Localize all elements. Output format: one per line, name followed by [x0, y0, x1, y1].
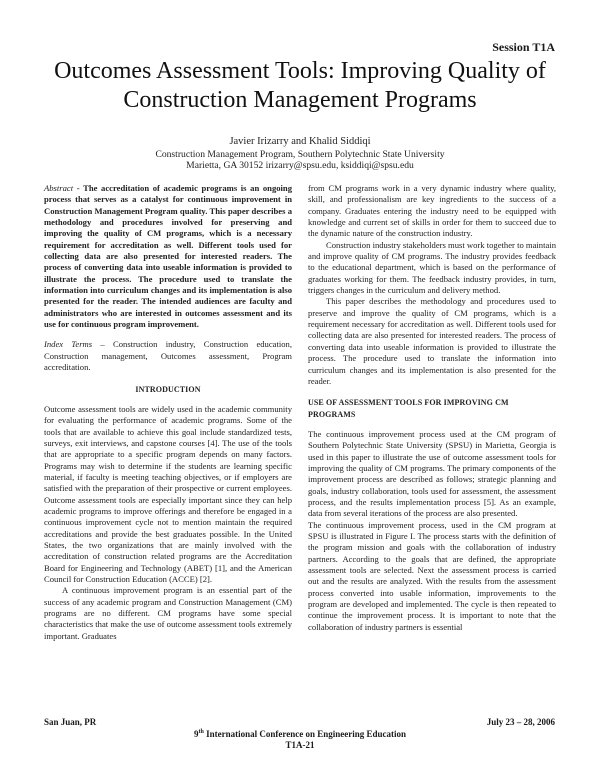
section-heading-use-of-tools: USE OF ASSESSMENT TOOLS FOR IMPROVING CM PROGRAMS: [308, 398, 509, 419]
page-id: T1A-21: [285, 740, 315, 750]
index-terms-text: – Construction industry, Construction education, Construction management, Outcomes assessment, Program accreditation.: [44, 339, 293, 373]
section-heading-introduction: INTRODUCTION: [135, 384, 201, 394]
right-column: [308, 183, 556, 633]
paper-title: [0, 57, 600, 115]
conference-title: International Conference on Engineering Education: [203, 729, 406, 739]
conference-name: [0, 727, 600, 740]
tools-paragraph-1: The continuous improvement process used at the CM program of Southern Polytechnic State University (SPSU) in Marietta, Georgia is used in this paper to illustrate the use of outcome assessment tools for improving the quality of CM programs. The primary components of the improvement process are described as follows; strategic planning and goals, industry collaboration, tools used for assessment, the assessment process, and the results implementation process [5]. As an example, data from several iterations of the process are also presented.: [308, 428, 556, 519]
index-terms-label: Index Terms: [44, 339, 93, 350]
conference-ordinal: 9: [194, 729, 199, 739]
author-affiliation: Construction Management Program, Southern Polytechnic State University: [155, 148, 445, 160]
intro-paragraph-1: Outcome assessment tools are widely used in the academic community for evaluating the performance of academic programs. Some of the tools that are available to achieve this goal include standardized tests, surveys, exit interviews, and capstone courses [4]. The use of the tools that are appropriate to a specific program depends on many factors. Programs may wish to determine if the students are learning specific material, if faculty is meeting teaching objectives, or if employers are satisfied with the preparation of their prospective or current employees. Outcome assessment tools are especially important since they can help academic programs to improve offerings and therefore be engaged in a continuous improvement cycle not to mention maintain the required accreditations and provide the best graduates possible. In the United States, the two organizations that are mainly involved with the accreditation of construction related programs are the Accreditation Board for Engineering and Technology (ABET) [1], and the American Council for Construction Education (ACCE) [2].: [44, 403, 292, 584]
author-address: Marietta, GA 30152 irizarry@spsu.edu, ksiddiqi@spsu.edu: [186, 160, 414, 171]
index-terms: [44, 339, 292, 373]
footer-dates: July 23 – 28, 2006: [486, 717, 555, 727]
abstract: [44, 183, 292, 330]
author-names: Javier Irizarry and Khalid Siddiqi: [229, 136, 371, 147]
abstract-text: - The accreditation of academic programs is an ongoing process that serves as a catalyst for continuous improvement in Construction Management Program quality. This paper describes a methodology and procedures involved for preserving and improving the quality of CM programs, which is a necessary requirement for accreditation as well. Different tools used for collecting data are also presented for interested readers. The process of converting data into useable information is provided to illustrate the process. The procedure used to translate the information into curriculum changes and its implementation is also presented for the reader. The intended audiences are faculty and administrators who are interested in outcomes assessment and its use for continuous program improvement.: [44, 183, 292, 330]
tools-paragraph-2: The continuous improvement process, used in the CM program at SPSU is illustrated in Figure I. The process starts with the definition of the program mission and goals with the collaboration of industry partners. According to the goals that are defined, the appropriate assessment tools are selected. Next the assessment process is carried out and the results are analyzed. With the results from the assessment process converted into usable information, improvements to the program are developed and implemented. The cycle is then repeated to continue the improvement process. It is important to note that the collaboration of industry partners is essential: [308, 519, 556, 632]
abstract-label: Abstract: [44, 183, 74, 193]
intro-paragraph-2: A continuous improvement program is an essential part of the success of any academic program and Construction Management (CM) programs are no different. CM programs have some special characteristics that make the use of outcome assessment tools extremely important. Graduates: [44, 585, 292, 641]
intro-paragraph-2-continued: from CM programs work in a very dynamic industry where quality, skill, and professionalism are key ingredients to the success of a company. Graduates entering the industry need to be equipped with knowledge and current set of skills in order for them to succeed due to the dynamic nature of the construction industry.: [308, 183, 556, 239]
footer-location: San Juan, PR: [44, 717, 97, 727]
conference-ordinal-suffix: th: [198, 729, 204, 735]
footer-conference: [0, 727, 600, 751]
intro-paragraph-4: This paper describes the methodology and procedures used to preserve and improve the quality of CM programs, which is a requirement necessary for accreditation as well. Different tools used for collecting data are also presented for interested readers. The process of converting data into useable information is provided to illustrate the process. The procedure used to translate the information into curriculum changes and its implementation is also presented for the reader.: [308, 296, 556, 386]
title-line-1: Outcomes Assessment Tools: Improving Quality of: [54, 58, 546, 84]
author-block: [0, 136, 600, 172]
session-label: Session T1A: [492, 40, 555, 54]
intro-paragraph-3: Construction industry stakeholders must work together to maintain and improve quality of CM programs. The industry provides feedback to the educational department, which is based on the performance of graduates working for them. The feedback industry provides, in turn, triggers changes in the curriculum and delivery method.: [308, 239, 556, 296]
left-column: [44, 183, 292, 642]
title-line-2: Construction Management Programs: [123, 87, 477, 113]
